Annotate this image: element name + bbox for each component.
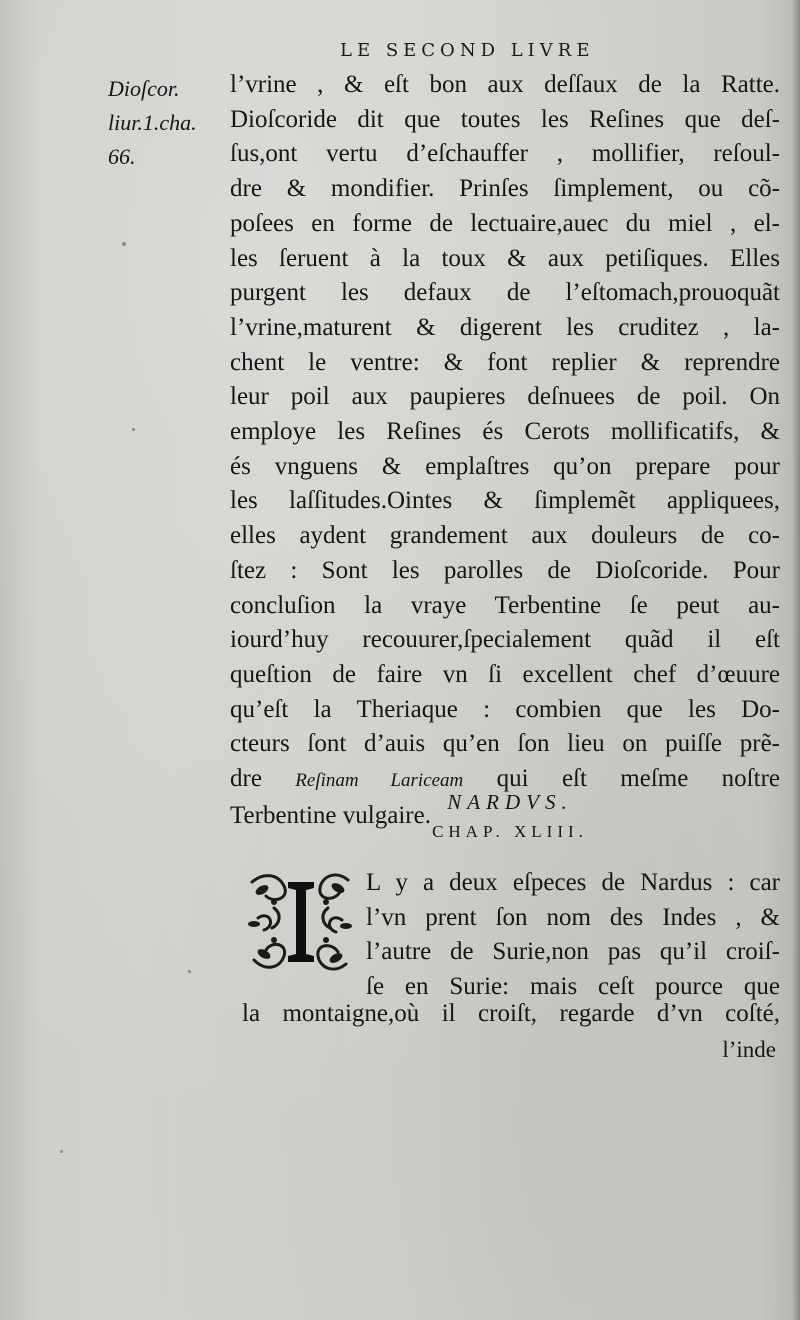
chapter-title: NARDVS.: [447, 790, 573, 814]
text-line: l’autre de Surie,non pas qu’il croiſ-: [366, 938, 780, 965]
paper-speck: [132, 428, 135, 431]
text-fragment: qui eſt meſme noſtre: [463, 765, 781, 793]
page-edge-shadow: [792, 0, 800, 1320]
latin-term: Reſinam Lariceam: [295, 770, 464, 792]
running-head: LE SECOND LIVRE: [340, 40, 595, 61]
foliage-ornament-icon: [244, 868, 356, 976]
text-line: qu’eſt la Theriaque : combien que les Do-: [230, 695, 780, 723]
text-line: L y a deux eſpeces de Nardus : car: [366, 869, 780, 896]
text-line: les ſeruent à la toux & aux petiſiques. Elles: [230, 244, 780, 272]
text-line: la montaigne,où il croiſt, regarde d’vn coſté,: [242, 1000, 780, 1027]
margin-note-line: Dioſcor.: [108, 76, 180, 101]
text-fragment: dre: [230, 765, 296, 793]
text-line: iourd’huy recouurer,ſpecialement quãd il eſt: [230, 626, 780, 654]
text-line: chent le ventre: & font replier & reprendre: [230, 348, 780, 376]
text-line: concluſion la vraye Terbentine ſe peut au-: [230, 591, 780, 619]
margin-note-line: liur.1.cha.: [108, 110, 197, 135]
text-line: cteurs ſont d’auis qu’en ſon lieu on puiſſe prẽ-: [230, 730, 780, 758]
text-line: poſees en forme de lectuaire,auec du miel , el-: [230, 209, 780, 237]
text-line: elles aydent grandement aux douleurs de co-: [230, 522, 780, 550]
chapter-text-indented: [366, 866, 780, 1004]
text-line: ſtez : Sont les parolles de Dioſcoride. Pour: [230, 556, 780, 584]
text-line: dre & mondifier. Prinſes ſimplement, ou cõ-: [230, 175, 780, 203]
text-line: Terbentine vulgaire.: [230, 801, 431, 829]
text-line: és vnguens & emplaſtres qu’on prepare pour: [230, 452, 780, 480]
chapter-text-full: [242, 997, 780, 1031]
ornamental-drop-cap: [244, 868, 356, 976]
body-text: [230, 68, 780, 833]
text-line: purgent les defaux de l’eſtomach,prouoquãt: [230, 279, 780, 307]
margin-note: [108, 72, 197, 174]
text-line: employe les Reſines és Cerots mollificatifs, &: [230, 418, 780, 446]
text-line: Dioſcoride dit que toutes les Reſines que deſ-: [230, 105, 780, 133]
text-line: leur poil aux paupieres deſnuees de poil. On: [230, 383, 780, 411]
text-line: l’vrine , & eſt bon aux deſſaux de la Ratte.: [230, 71, 780, 98]
text-line: l’vrine,maturent & digerent les cruditez , la-: [230, 313, 780, 341]
chapter-number: CHAP. XLIII.: [432, 822, 588, 841]
text-line: queſtion de faire vn ſi excellent chef d’œuure: [230, 660, 780, 688]
margin-note-line: 66.: [108, 144, 136, 169]
text-line: l’vn prent ſon nom des Indes , &: [366, 903, 780, 931]
paper-speck: [188, 970, 191, 973]
text-line: les laſſitudes.Ointes & ſimplemẽt appliquees,: [230, 487, 780, 515]
paper-speck: [122, 242, 126, 246]
text-line: ſe en Surie: mais ceſt pource que: [366, 972, 780, 1000]
text-line: ſus,ont vertu d’eſchauffer , mollifier, reſoul-: [230, 140, 780, 168]
catchword: l’inde: [722, 1037, 776, 1062]
paper-speck: [60, 1150, 63, 1153]
